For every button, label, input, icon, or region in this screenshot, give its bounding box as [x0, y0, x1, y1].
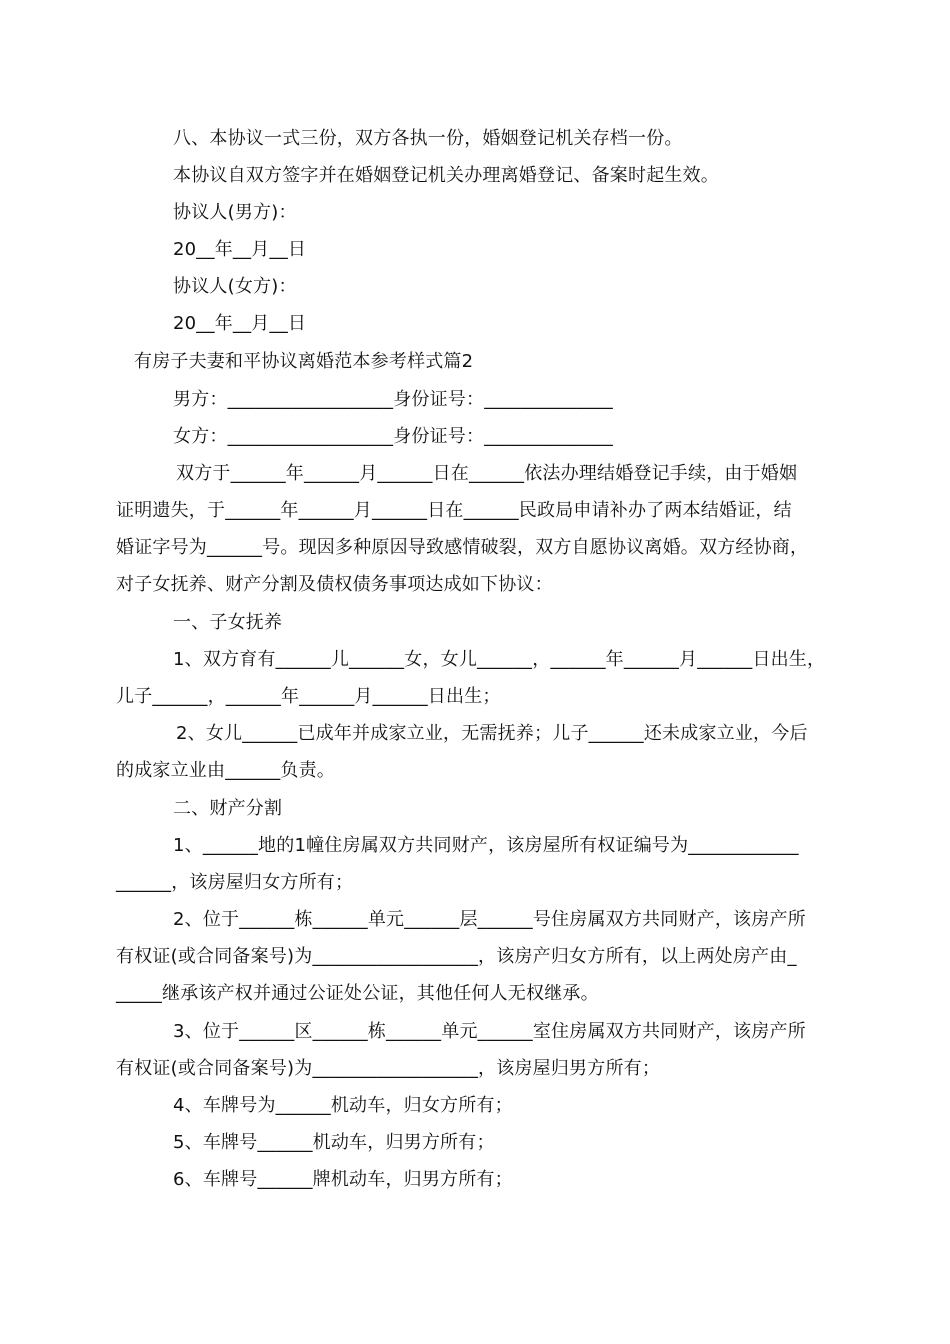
text-line: 5、车牌号______机动车，归男方所有； — [173, 1132, 495, 1153]
text-line: 有权证(或合同备案号)为__________________，该房屋归男方所有； — [116, 1058, 661, 1079]
paragraph-line — [173, 1019, 950, 1045]
text-line: 2、女儿______已成年并成家立业，无需抚养；儿子______还未成家立业，今后 — [176, 723, 808, 744]
paragraph-line — [176, 721, 950, 747]
paragraph-line — [116, 981, 950, 1007]
paragraph-line — [116, 870, 950, 896]
effective-clause — [173, 163, 950, 189]
date-line-female — [173, 311, 950, 337]
text-line: 的成家立业由______负责。 — [116, 760, 335, 781]
text-line: 婚证字号为______号。现因多种原因导致感情破裂，双方自愿协议离婚。双方经协商， — [116, 537, 809, 558]
text-line: 本协议自双方签字并在婚姻登记机关办理离婚登记、备案时起生效。 — [173, 165, 719, 186]
paragraph-line — [176, 461, 950, 487]
text-line: 八、本协议一式三份，双方各执一份，婚姻登记机关存档一份。 — [173, 128, 683, 149]
text-line: 20__年__月__日 — [173, 313, 307, 334]
paragraph-line — [116, 535, 950, 561]
text-line: 协议人(男方)： — [173, 202, 297, 223]
paragraph-line — [173, 1167, 950, 1193]
text-line: _____继承该产权并通过公证处公证，其他任何人无权继承。 — [116, 983, 599, 1004]
paragraph-line — [173, 647, 950, 673]
text-line: 儿子______，______年______月______日出生； — [116, 686, 501, 707]
text-line: 3、位于______区______栋______单元______室住房属双方共同财产，该房产所 — [173, 1021, 806, 1042]
section-heading-property — [173, 796, 950, 822]
text-line: 男方：__________________身份证号：______________ — [173, 389, 613, 410]
paragraph-line — [116, 758, 950, 784]
signatory-male — [173, 200, 950, 226]
paragraph-line — [116, 1056, 950, 1082]
text-line: 对子女抚养、财产分割及债权债务事项达成如下协议： — [116, 574, 553, 595]
section-title — [134, 349, 950, 375]
text-line: 有权证(或合同备案号)为__________________，该房产归女方所有，以上两处房产由_ — [116, 946, 797, 967]
paragraph-line — [173, 1130, 950, 1156]
date-line-male — [173, 237, 950, 263]
text-line: 有房子夫妻和平协议离婚范本参考样式篇2 — [134, 351, 474, 372]
paragraph-line — [116, 572, 950, 598]
clause-eight-copies — [173, 126, 950, 152]
male-id-line — [173, 387, 950, 413]
signatory-female — [173, 274, 950, 300]
text-line: 证明遗失，于______年______月______日在______民政局申请补办了两本结婚证，结 — [116, 500, 792, 521]
text-line: 6、车牌号______牌机动车，归男方所有； — [173, 1169, 513, 1190]
female-id-line — [173, 424, 950, 450]
section-heading-children — [173, 610, 950, 636]
paragraph-line — [116, 944, 950, 970]
paragraph-line — [173, 907, 950, 933]
text-line: ______，该房屋归女方所有； — [116, 872, 354, 893]
paragraph-line — [173, 1093, 950, 1119]
text-line: 1、______地的1幢住房属双方共同财产，该房屋所有权证编号为____________ — [173, 835, 799, 856]
text-line: 20__年__月__日 — [173, 239, 307, 260]
text-line: 4、车牌号为______机动车，归女方所有； — [173, 1095, 513, 1116]
paragraph-line — [116, 498, 950, 524]
paragraph-line — [173, 833, 950, 859]
text-line: 2、位于______栋______单元______层______号住房属双方共同财产，该房产所 — [173, 909, 806, 930]
text-line: 女方：__________________身份证号：______________ — [173, 426, 613, 447]
text-line: 一、子女抚养 — [173, 612, 283, 633]
text-line: 双方于______年______月______日在______依法办理结婚登记手续，由于婚姻 — [176, 463, 798, 484]
text-line: 协议人(女方)： — [173, 276, 297, 297]
paragraph-line — [116, 684, 950, 710]
text-line: 1、双方育有______儿______女，女儿______，______年______月______日出生， — [173, 649, 826, 670]
text-line: 二、财产分割 — [173, 798, 283, 819]
